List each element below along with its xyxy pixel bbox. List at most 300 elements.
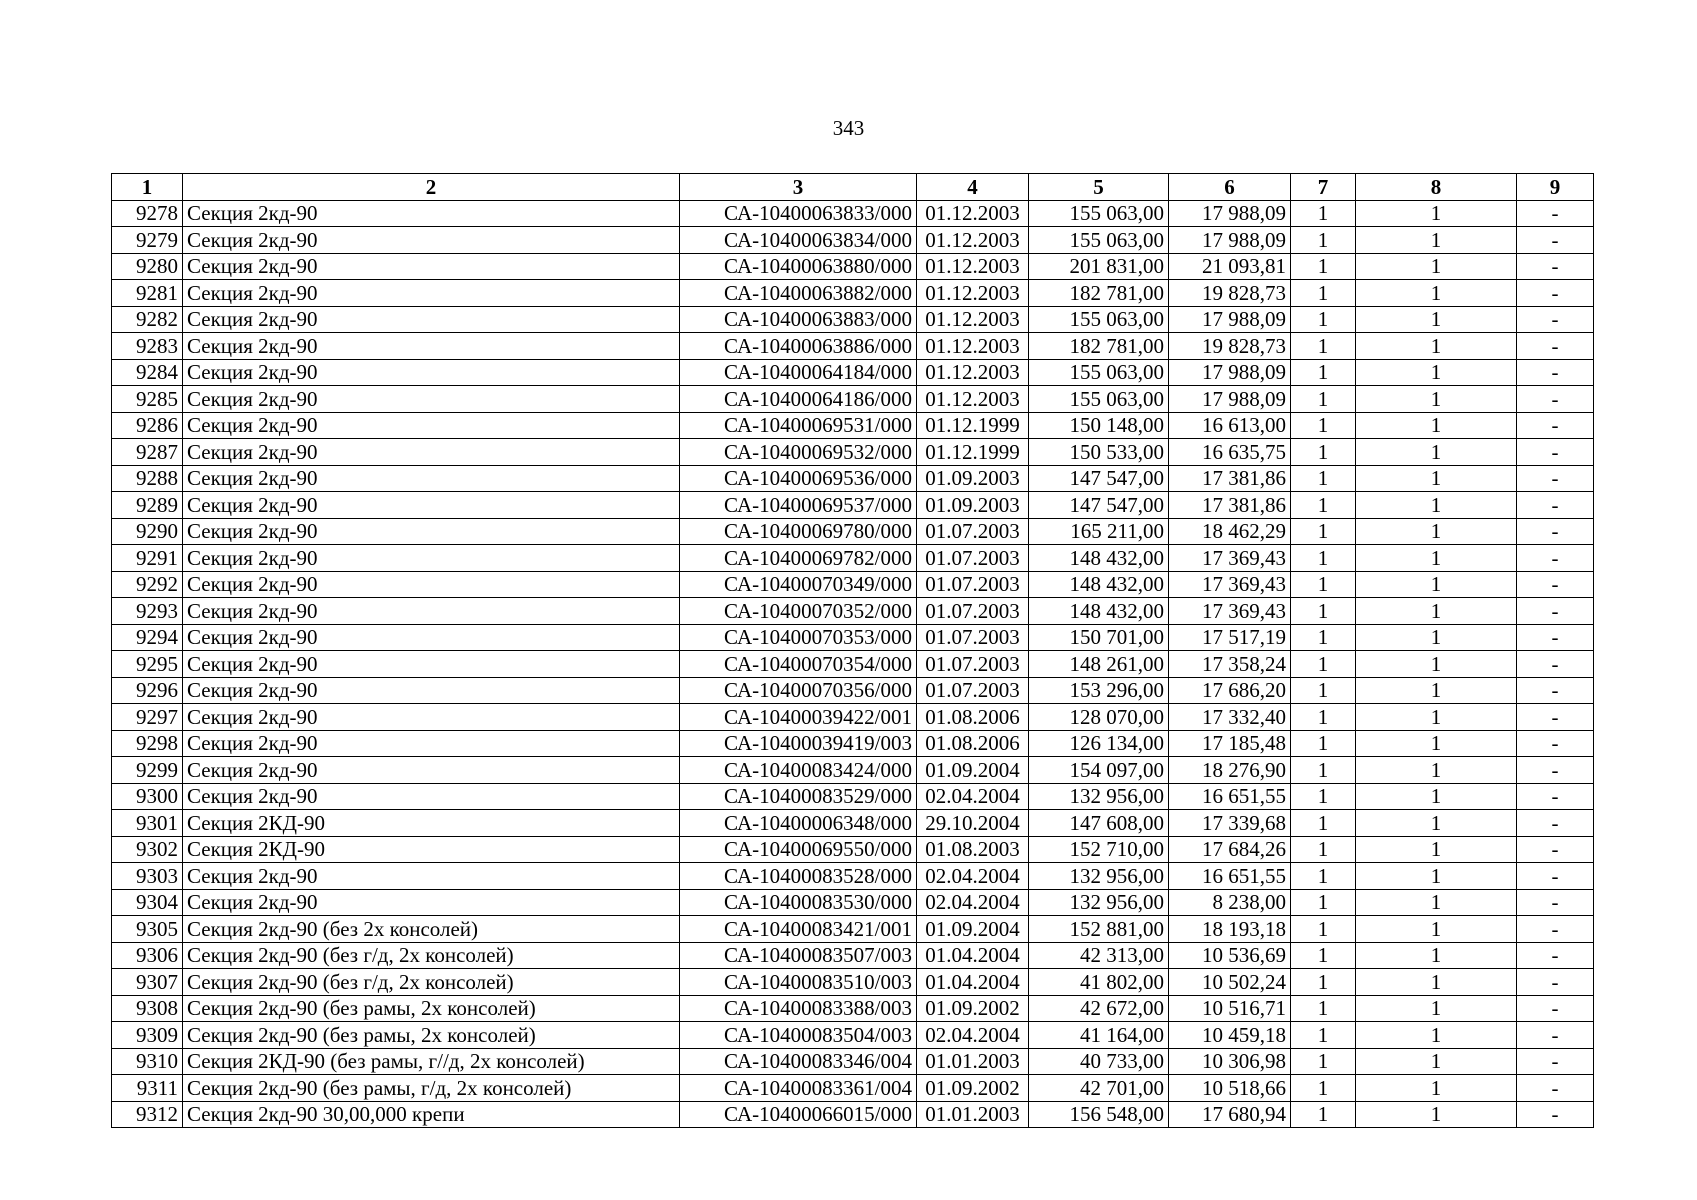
row-number: 9292 [112,571,183,598]
table-row [112,651,1594,678]
date: 01.04.2004 [917,969,1029,996]
date: 01.09.2003 [917,492,1029,519]
date: 01.07.2003 [917,545,1029,572]
column-header-2: 2 [183,174,680,201]
qty-col-7: 1 [1291,757,1356,784]
asset-name: Секция 2кд-90 [183,200,680,227]
table-row [112,836,1594,863]
col-9-value: - [1517,598,1594,625]
table-row [112,386,1594,413]
row-number: 9291 [112,545,183,572]
qty-col-7: 1 [1291,1075,1356,1102]
residual-value: 17 381,86 [1169,465,1291,492]
table-row [112,571,1594,598]
asset-name: Секция 2кд-90 [183,412,680,439]
col-9-value: - [1517,836,1594,863]
residual-value: 18 462,29 [1169,518,1291,545]
table-row [112,942,1594,969]
date: 01.12.2003 [917,359,1029,386]
residual-value: 17 339,68 [1169,810,1291,837]
qty-col-7: 1 [1291,545,1356,572]
col-9-value: - [1517,1048,1594,1075]
asset-name: Секция 2кд-90 [183,889,680,916]
inventory-code: СА-10400083507/003 [680,942,917,969]
asset-name: Секция 2КД-90 (без рамы, г//д, 2х консолей) [183,1048,680,1075]
residual-value: 10 516,71 [1169,995,1291,1022]
residual-value: 19 828,73 [1169,333,1291,360]
column-header-7: 7 [1291,174,1356,201]
residual-value: 17 680,94 [1169,1101,1291,1128]
col-9-value: - [1517,253,1594,280]
asset-name: Секция 2кд-90 [183,518,680,545]
qty-col-7: 1 [1291,942,1356,969]
asset-name: Секция 2кд-90 [183,783,680,810]
table-row [112,1101,1594,1128]
qty-col-8: 1 [1356,598,1517,625]
date: 02.04.2004 [917,889,1029,916]
qty-col-7: 1 [1291,730,1356,757]
col-9-value: - [1517,200,1594,227]
asset-name: Секция 2кд-90 [183,333,680,360]
inventory-code: СА-10400083346/004 [680,1048,917,1075]
date: 01.09.2002 [917,995,1029,1022]
cost: 152 881,00 [1029,916,1169,943]
date: 01.12.2003 [917,200,1029,227]
qty-col-8: 1 [1356,518,1517,545]
table-row [112,333,1594,360]
col-9-value: - [1517,439,1594,466]
date: 02.04.2004 [917,783,1029,810]
table-row [112,730,1594,757]
row-number: 9286 [112,412,183,439]
date: 01.07.2003 [917,624,1029,651]
table-row [112,598,1594,625]
date: 01.12.1999 [917,439,1029,466]
col-9-value: - [1517,677,1594,704]
date: 01.01.2003 [917,1101,1029,1128]
table-row [112,465,1594,492]
cost: 182 781,00 [1029,280,1169,307]
qty-col-8: 1 [1356,545,1517,572]
asset-name: Секция 2кд-90 [183,227,680,254]
column-header-3: 3 [680,174,917,201]
residual-value: 17 988,09 [1169,386,1291,413]
col-9-value: - [1517,465,1594,492]
residual-value: 17 517,19 [1169,624,1291,651]
col-9-value: - [1517,810,1594,837]
qty-col-8: 1 [1356,386,1517,413]
residual-value: 10 306,98 [1169,1048,1291,1075]
row-number: 9304 [112,889,183,916]
asset-name: Секция 2кд-90 (без г/д, 2х консолей) [183,942,680,969]
residual-value: 17 684,26 [1169,836,1291,863]
table-row [112,200,1594,227]
residual-value: 16 651,55 [1169,783,1291,810]
residual-value: 19 828,73 [1169,280,1291,307]
cost: 153 296,00 [1029,677,1169,704]
date: 01.12.2003 [917,333,1029,360]
col-9-value: - [1517,995,1594,1022]
asset-name: Секция 2кд-90 (без г/д, 2х консолей) [183,969,680,996]
qty-col-8: 1 [1356,359,1517,386]
row-number: 9278 [112,200,183,227]
inventory-code: СА-10400039422/001 [680,704,917,731]
cost: 152 710,00 [1029,836,1169,863]
inventory-code: СА-10400083530/000 [680,889,917,916]
cost: 155 063,00 [1029,386,1169,413]
row-number: 9293 [112,598,183,625]
row-number: 9300 [112,783,183,810]
asset-name: Секция 2кд-90 [183,677,680,704]
cost: 165 211,00 [1029,518,1169,545]
row-number: 9298 [112,730,183,757]
residual-value: 16 635,75 [1169,439,1291,466]
column-header-1: 1 [112,174,183,201]
column-header-5: 5 [1029,174,1169,201]
inventory-code: СА-10400069532/000 [680,439,917,466]
cost: 201 831,00 [1029,253,1169,280]
row-number: 9283 [112,333,183,360]
date: 01.08.2006 [917,730,1029,757]
col-9-value: - [1517,651,1594,678]
col-9-value: - [1517,333,1594,360]
cost: 150 701,00 [1029,624,1169,651]
col-9-value: - [1517,942,1594,969]
inventory-code: СА-10400069780/000 [680,518,917,545]
table-row [112,359,1594,386]
qty-col-8: 1 [1356,889,1517,916]
qty-col-7: 1 [1291,306,1356,333]
qty-col-8: 1 [1356,863,1517,890]
page-number: 343 [832,116,865,140]
qty-col-7: 1 [1291,280,1356,307]
asset-name: Секция 2КД-90 [183,836,680,863]
table-row [112,1022,1594,1049]
col-9-value: - [1517,916,1594,943]
qty-col-7: 1 [1291,571,1356,598]
inventory-code: СА-10400083388/003 [680,995,917,1022]
row-number: 9282 [112,306,183,333]
cost: 155 063,00 [1029,359,1169,386]
cost: 42 313,00 [1029,942,1169,969]
date: 01.07.2003 [917,677,1029,704]
qty-col-8: 1 [1356,492,1517,519]
qty-col-8: 1 [1356,227,1517,254]
residual-value: 17 185,48 [1169,730,1291,757]
column-header-4: 4 [917,174,1029,201]
table-row [112,704,1594,731]
inventory-code: СА-10400070352/000 [680,598,917,625]
table-body [112,200,1594,1128]
cost: 147 608,00 [1029,810,1169,837]
table-row [112,1048,1594,1075]
qty-col-8: 1 [1356,624,1517,651]
table-row [112,783,1594,810]
inventory-code: СА-10400039419/003 [680,730,917,757]
col-9-value: - [1517,492,1594,519]
row-number: 9297 [112,704,183,731]
date: 01.09.2004 [917,757,1029,784]
asset-name: Секция 2кд-90 [183,306,680,333]
table-row [112,916,1594,943]
header-row [112,174,1594,201]
table-row [112,439,1594,466]
date: 01.12.2003 [917,253,1029,280]
col-9-value: - [1517,227,1594,254]
cost: 128 070,00 [1029,704,1169,731]
qty-col-8: 1 [1356,1022,1517,1049]
qty-col-8: 1 [1356,439,1517,466]
date: 01.12.2003 [917,227,1029,254]
row-number: 9301 [112,810,183,837]
cost: 132 956,00 [1029,889,1169,916]
row-number: 9309 [112,1022,183,1049]
row-number: 9311 [112,1075,183,1102]
row-number: 9288 [112,465,183,492]
residual-value: 17 988,09 [1169,306,1291,333]
qty-col-7: 1 [1291,863,1356,890]
asset-name: Секция 2кд-90 [183,280,680,307]
table-row [112,969,1594,996]
row-number: 9307 [112,969,183,996]
qty-col-7: 1 [1291,439,1356,466]
cost: 155 063,00 [1029,227,1169,254]
asset-name: Секция 2кд-90 (без рамы, 2х консолей) [183,1022,680,1049]
inventory-code: СА-10400070353/000 [680,624,917,651]
asset-name: Секция 2кд-90 [183,598,680,625]
col-9-value: - [1517,889,1594,916]
date: 01.12.2003 [917,280,1029,307]
asset-name: Секция 2кд-90 [183,545,680,572]
qty-col-7: 1 [1291,916,1356,943]
qty-col-8: 1 [1356,280,1517,307]
cost: 154 097,00 [1029,757,1169,784]
qty-col-7: 1 [1291,836,1356,863]
date: 01.07.2003 [917,518,1029,545]
table-row [112,227,1594,254]
date: 01.01.2003 [917,1048,1029,1075]
qty-col-7: 1 [1291,465,1356,492]
qty-col-8: 1 [1356,1101,1517,1128]
table-row [112,889,1594,916]
cost: 132 956,00 [1029,863,1169,890]
date: 01.07.2003 [917,598,1029,625]
cost: 148 432,00 [1029,598,1169,625]
qty-col-7: 1 [1291,227,1356,254]
residual-value: 17 988,09 [1169,227,1291,254]
asset-name: Секция 2кд-90 [183,651,680,678]
cost: 148 432,00 [1029,545,1169,572]
qty-col-7: 1 [1291,1048,1356,1075]
col-9-value: - [1517,863,1594,890]
qty-col-7: 1 [1291,253,1356,280]
cost: 182 781,00 [1029,333,1169,360]
qty-col-8: 1 [1356,995,1517,1022]
col-9-value: - [1517,545,1594,572]
row-number: 9287 [112,439,183,466]
cost: 155 063,00 [1029,200,1169,227]
table-row [112,1075,1594,1102]
qty-col-7: 1 [1291,995,1356,1022]
residual-value: 17 988,09 [1169,359,1291,386]
asset-name: Секция 2кд-90 [183,386,680,413]
qty-col-7: 1 [1291,624,1356,651]
date: 01.07.2003 [917,651,1029,678]
col-9-value: - [1517,1022,1594,1049]
date: 01.04.2004 [917,942,1029,969]
row-number: 9308 [112,995,183,1022]
inventory-code: СА-10400070354/000 [680,651,917,678]
date: 01.09.2004 [917,916,1029,943]
asset-name: Секция 2кд-90 (без 2х консолей) [183,916,680,943]
qty-col-7: 1 [1291,783,1356,810]
residual-value: 17 988,09 [1169,200,1291,227]
asset-name: Секция 2кд-90 [183,863,680,890]
asset-name: Секция 2кд-90 [183,757,680,784]
date: 01.07.2003 [917,571,1029,598]
qty-col-8: 1 [1356,704,1517,731]
table-row [112,280,1594,307]
row-number: 9281 [112,280,183,307]
qty-col-7: 1 [1291,492,1356,519]
date: 01.12.2003 [917,386,1029,413]
qty-col-7: 1 [1291,704,1356,731]
qty-col-8: 1 [1356,651,1517,678]
asset-name: Секция 2кд-90 (без рамы, 2х консолей) [183,995,680,1022]
inventory-code: СА-10400063886/000 [680,333,917,360]
cost: 42 701,00 [1029,1075,1169,1102]
date: 01.08.2003 [917,836,1029,863]
residual-value: 10 518,66 [1169,1075,1291,1102]
column-header-8: 8 [1356,174,1517,201]
residual-value: 17 381,86 [1169,492,1291,519]
cost: 147 547,00 [1029,492,1169,519]
col-9-value: - [1517,571,1594,598]
qty-col-8: 1 [1356,730,1517,757]
inventory-code: СА-10400063833/000 [680,200,917,227]
col-9-value: - [1517,1101,1594,1128]
asset-name: Секция 2кд-90 [183,624,680,651]
col-9-value: - [1517,704,1594,731]
row-number: 9306 [112,942,183,969]
residual-value: 17 369,43 [1169,571,1291,598]
inventory-code: СА-10400063880/000 [680,253,917,280]
table-row [112,253,1594,280]
column-header-6: 6 [1169,174,1291,201]
date: 01.08.2006 [917,704,1029,731]
qty-col-7: 1 [1291,598,1356,625]
table-row [112,545,1594,572]
row-number: 9280 [112,253,183,280]
qty-col-7: 1 [1291,518,1356,545]
cost: 41 802,00 [1029,969,1169,996]
col-9-value: - [1517,280,1594,307]
table-row [112,995,1594,1022]
col-9-value: - [1517,969,1594,996]
qty-col-8: 1 [1356,677,1517,704]
date: 29.10.2004 [917,810,1029,837]
residual-value: 17 369,43 [1169,598,1291,625]
qty-col-7: 1 [1291,889,1356,916]
inventory-code: СА-10400006348/000 [680,810,917,837]
col-9-value: - [1517,624,1594,651]
qty-col-8: 1 [1356,1075,1517,1102]
cost: 40 733,00 [1029,1048,1169,1075]
col-9-value: - [1517,730,1594,757]
col-9-value: - [1517,412,1594,439]
inventory-code: СА-10400069537/000 [680,492,917,519]
cost: 148 261,00 [1029,651,1169,678]
date: 01.12.2003 [917,306,1029,333]
row-number: 9302 [112,836,183,863]
inventory-code: СА-10400083504/003 [680,1022,917,1049]
table-row [112,863,1594,890]
row-number: 9284 [112,359,183,386]
qty-col-7: 1 [1291,1101,1356,1128]
row-number: 9296 [112,677,183,704]
residual-value: 10 536,69 [1169,942,1291,969]
inventory-code: СА-10400069531/000 [680,412,917,439]
qty-col-7: 1 [1291,810,1356,837]
cost: 148 432,00 [1029,571,1169,598]
qty-col-8: 1 [1356,200,1517,227]
asset-table [111,173,1594,1128]
qty-col-7: 1 [1291,969,1356,996]
qty-col-7: 1 [1291,333,1356,360]
qty-col-8: 1 [1356,810,1517,837]
qty-col-7: 1 [1291,386,1356,413]
inventory-code: СА-10400066015/000 [680,1101,917,1128]
inventory-code: СА-10400070356/000 [680,677,917,704]
residual-value: 21 093,81 [1169,253,1291,280]
inventory-code: СА-10400083424/000 [680,757,917,784]
qty-col-8: 1 [1356,783,1517,810]
inventory-code: СА-10400083529/000 [680,783,917,810]
qty-col-8: 1 [1356,306,1517,333]
qty-col-8: 1 [1356,757,1517,784]
inventory-code: СА-10400063882/000 [680,280,917,307]
qty-col-7: 1 [1291,1022,1356,1049]
residual-value: 17 358,24 [1169,651,1291,678]
qty-col-8: 1 [1356,333,1517,360]
cost: 42 672,00 [1029,995,1169,1022]
column-header-9: 9 [1517,174,1594,201]
qty-col-8: 1 [1356,253,1517,280]
cost: 132 956,00 [1029,783,1169,810]
row-number: 9289 [112,492,183,519]
qty-col-8: 1 [1356,969,1517,996]
asset-name: Секция 2кд-90 [183,730,680,757]
col-9-value: - [1517,1075,1594,1102]
asset-name: Секция 2кд-90 30,00,000 крепи [183,1101,680,1128]
cost: 150 533,00 [1029,439,1169,466]
row-number: 9312 [112,1101,183,1128]
inventory-code: СА-10400083421/001 [680,916,917,943]
table-row [112,677,1594,704]
cost: 126 134,00 [1029,730,1169,757]
residual-value: 10 502,24 [1169,969,1291,996]
inventory-code: СА-10400063834/000 [680,227,917,254]
residual-value: 17 332,40 [1169,704,1291,731]
row-number: 9290 [112,518,183,545]
qty-col-8: 1 [1356,465,1517,492]
asset-name: Секция 2кд-90 [183,359,680,386]
date: 01.12.1999 [917,412,1029,439]
col-9-value: - [1517,757,1594,784]
asset-name: Секция 2кд-90 [183,465,680,492]
row-number: 9303 [112,863,183,890]
inventory-code: СА-10400064186/000 [680,386,917,413]
